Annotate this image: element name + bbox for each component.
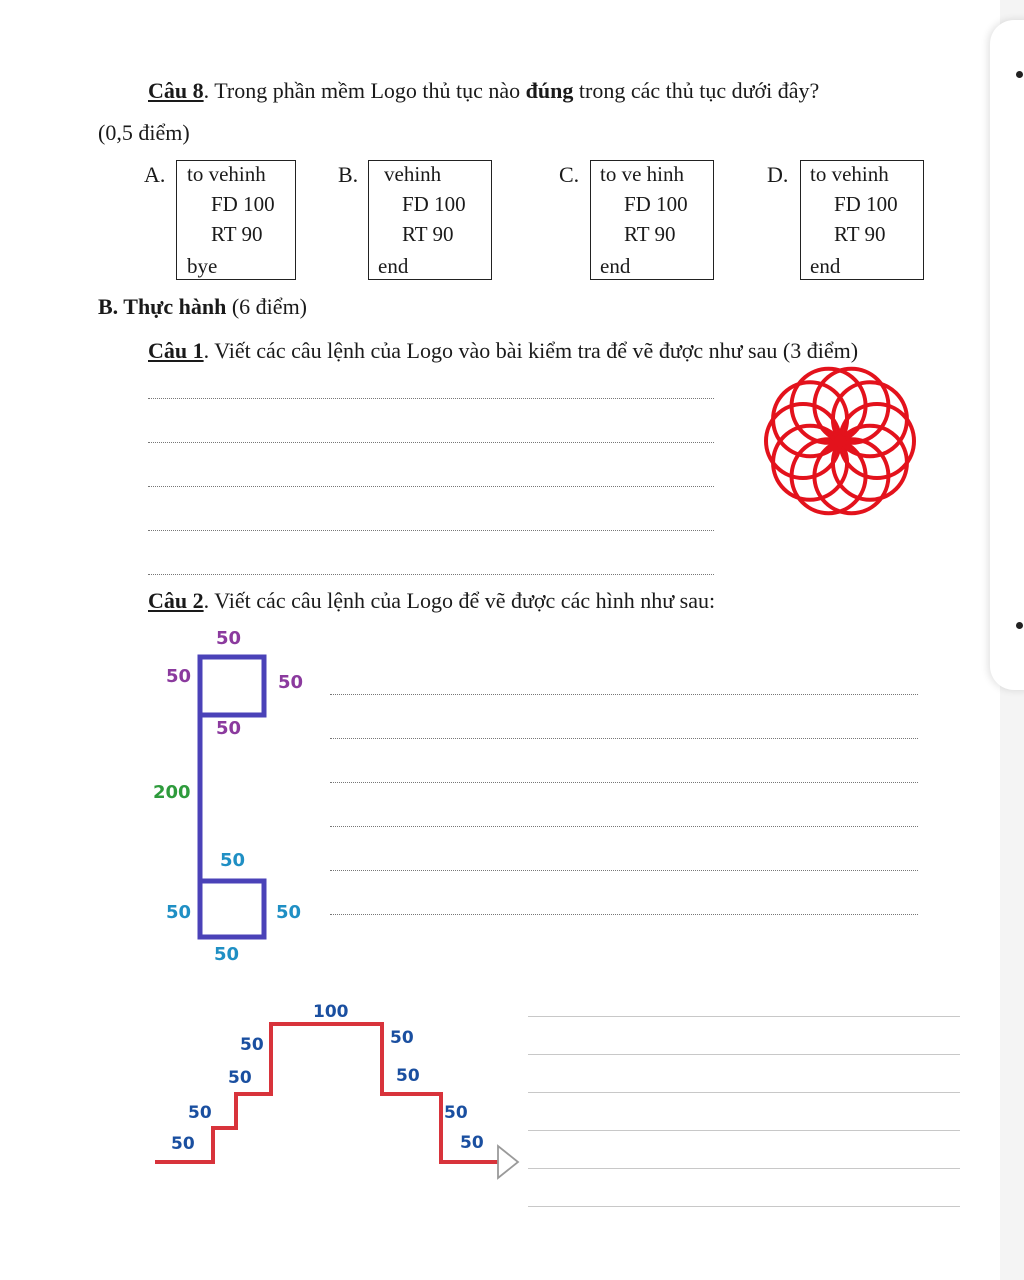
label-bottom-square-right: 50 — [276, 902, 302, 923]
label-bottom-square-left: 50 — [166, 902, 192, 923]
figure-staircase — [150, 1010, 530, 1180]
option-a-line: bye — [187, 254, 218, 278]
label-stair-left-step-top: 50 — [228, 1068, 252, 1088]
option-d-line: RT 90 — [834, 222, 886, 246]
panel-dot-icon[interactable] — [1016, 622, 1023, 629]
rosette-figure — [758, 362, 922, 520]
option-a-line: to vehinh — [187, 162, 266, 186]
option-b-line: vehinh — [384, 162, 442, 186]
answer-line — [528, 1206, 960, 1207]
option-c-line: end — [600, 254, 631, 278]
label-stair-top: 100 — [313, 1002, 349, 1022]
option-d-line: end — [810, 254, 841, 278]
label-stair-right-base: 50 — [460, 1133, 484, 1153]
label-stair-left-rise-low: 50 — [188, 1103, 212, 1123]
option-c-line: RT 90 — [624, 222, 676, 246]
top-square — [200, 657, 264, 715]
option-a-letter: A. — [144, 162, 166, 187]
label-stair-right-fall-top: 50 — [390, 1028, 414, 1048]
answer-line — [528, 1130, 960, 1131]
answer-line — [148, 442, 714, 443]
option-a-line: RT 90 — [211, 222, 263, 246]
q2-prompt: Câu 2. Viết các câu lệnh của Logo để vẽ được các hình như sau: — [148, 588, 716, 613]
answer-line — [148, 530, 714, 531]
q8-prompt: Câu 8. Trong phần mềm Logo thủ tục nào đúng trong các thủ tục dưới đây? — [148, 78, 820, 103]
answer-line — [528, 1016, 960, 1017]
answer-line — [148, 574, 714, 575]
figure-squares-stem — [190, 648, 280, 948]
q1-label: Câu 1 — [148, 338, 204, 363]
rosette-center — [834, 435, 846, 447]
q8-label: Câu 8 — [148, 78, 204, 103]
option-b-line: end — [378, 254, 409, 278]
answer-line — [528, 1092, 960, 1093]
side-panel[interactable] — [990, 20, 1024, 690]
label-top-square-right: 50 — [278, 672, 304, 693]
section-b-heading: B. Thực hành (6 điểm) — [98, 294, 308, 319]
label-stem: 200 — [153, 782, 191, 803]
label-stair-right-step-top: 50 — [396, 1066, 420, 1086]
label-stair-left-base: 50 — [171, 1134, 195, 1154]
label-bottom-square-top: 50 — [220, 850, 246, 871]
label-stair-right-fall-low: 50 — [444, 1103, 468, 1123]
answer-line — [330, 782, 918, 783]
option-d-line: to vehinh — [810, 162, 889, 186]
answer-line — [148, 398, 714, 399]
label-stair-left-rise-top: 50 — [240, 1035, 264, 1055]
panel-dot-icon[interactable] — [1016, 71, 1023, 78]
answer-line — [330, 826, 918, 827]
option-b-letter: B. — [338, 162, 359, 187]
label-top-square-left: 50 — [166, 666, 192, 687]
label-top-square-bottom: 50 — [216, 718, 242, 739]
label-bottom-square-bottom: 50 — [214, 944, 240, 965]
answer-line — [330, 870, 918, 871]
q8-points: (0,5 điểm) — [98, 120, 190, 145]
answer-line — [528, 1168, 960, 1169]
option-d-letter: D. — [767, 162, 789, 187]
answer-line — [330, 694, 918, 695]
option-c-letter: C. — [559, 162, 580, 187]
staircase-path — [155, 1024, 498, 1162]
option-c-line: FD 100 — [624, 192, 688, 216]
answer-line — [330, 738, 918, 739]
option-d-line: FD 100 — [834, 192, 898, 216]
option-b-line: RT 90 — [402, 222, 454, 246]
turtle-arrow-icon — [498, 1146, 518, 1178]
q2-label: Câu 2 — [148, 588, 204, 613]
answer-line — [148, 486, 714, 487]
answer-line — [330, 914, 918, 915]
option-b-line: FD 100 — [402, 192, 466, 216]
option-a-line: FD 100 — [211, 192, 275, 216]
label-top-square-top: 50 — [216, 628, 242, 649]
q1-prompt: Câu 1. Viết các câu lệnh của Logo vào bài kiểm tra để vẽ được như sau (3 điểm) — [148, 338, 859, 363]
option-c-line: to ve hinh — [600, 162, 684, 186]
bottom-square — [200, 881, 264, 937]
answer-line — [528, 1054, 960, 1055]
